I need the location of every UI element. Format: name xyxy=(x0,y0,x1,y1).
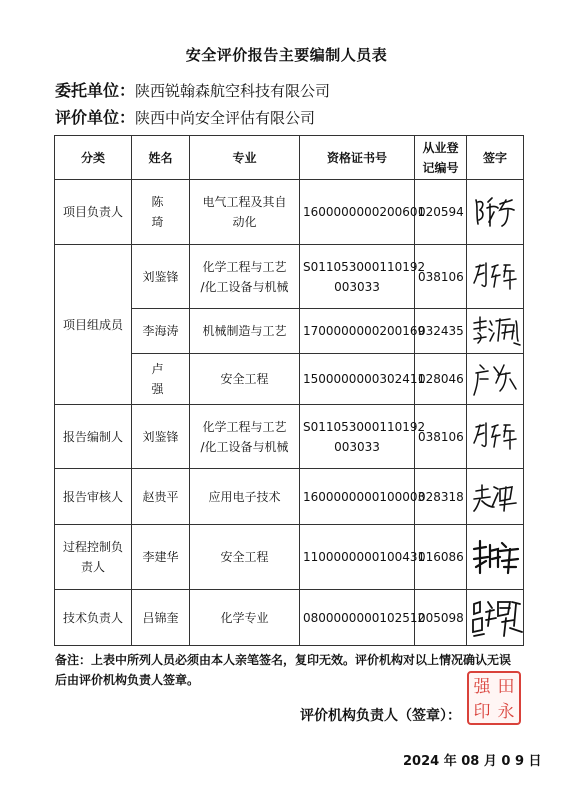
row-name: 陈 琦 xyxy=(132,180,190,245)
table-row xyxy=(55,469,524,525)
svg-text:印: 印 xyxy=(473,702,491,722)
row-major: 安全工程 xyxy=(190,354,300,405)
row-signature xyxy=(467,590,524,646)
row-signature xyxy=(467,245,524,309)
header-reg-line1: 从业登 xyxy=(422,140,459,155)
table-row xyxy=(55,525,524,590)
row-category-line1: 过程控制负 xyxy=(62,540,123,554)
table-header-row xyxy=(55,136,524,180)
row-name: 刘鉴锋 xyxy=(132,245,190,309)
row-reg: 028046 xyxy=(415,354,467,405)
row-major-line2: /化工设备与机械 xyxy=(200,439,289,454)
document-title: 安全评价报告主要编制人员表 xyxy=(185,46,388,64)
remark-line2: 后由评价机构负责人签章。 xyxy=(55,673,200,687)
row-major-line2: /化工设备与机械 xyxy=(200,279,289,294)
row-cert-line1: S011053000110192 xyxy=(303,419,426,434)
table-row xyxy=(55,245,524,309)
row-name: 李建华 xyxy=(132,525,190,590)
signature-image xyxy=(470,359,520,399)
responsible-person-label: 评价机构负责人（签章）： xyxy=(300,708,461,724)
row-reg: 020594 xyxy=(415,180,467,245)
row-cert xyxy=(300,245,426,309)
table-row xyxy=(55,405,524,469)
header-major: 专业 xyxy=(190,136,300,180)
signature-image xyxy=(470,313,522,349)
client-value: 陕西锐翰森航空科技有限公司 xyxy=(135,82,331,100)
row-cert: 1500000000302411 xyxy=(300,354,415,405)
row-major-line2: 动化 xyxy=(232,215,257,229)
row-major-line1: 电气工程及其自 xyxy=(202,195,287,209)
signature-image xyxy=(470,596,524,640)
row-cert-line1: S011053000110192 xyxy=(303,259,426,274)
row-signature xyxy=(467,469,524,525)
row-reg: 038106 xyxy=(415,245,467,309)
signature-image xyxy=(470,192,520,232)
remark-note xyxy=(55,650,533,690)
header-name: 姓名 xyxy=(132,136,190,180)
row-name: 赵贵平 xyxy=(132,469,190,525)
official-seal xyxy=(466,670,522,726)
header-category: 分类 xyxy=(55,136,132,180)
header-reg-line2: 记编号 xyxy=(422,160,459,175)
row-major xyxy=(190,180,300,245)
table-row xyxy=(55,590,524,646)
row-major-line1: 化学工程与工艺 xyxy=(202,259,287,274)
row-category: 技术负责人 xyxy=(55,590,132,646)
row-cert: 1100000000100431 xyxy=(300,525,415,590)
header-cert: 资格证书号 xyxy=(300,136,415,180)
row-cert: 1600000000200601 xyxy=(300,180,415,245)
row-cert: 1700000000200169 xyxy=(300,309,415,354)
row-reg: 005098 xyxy=(415,590,467,646)
row-category xyxy=(55,525,132,590)
row-signature xyxy=(467,405,524,469)
row-reg: 016086 xyxy=(415,525,467,590)
row-signature xyxy=(467,525,524,590)
row-cert: 1600000000100003 xyxy=(300,469,415,525)
signature-image xyxy=(470,257,520,297)
row-major xyxy=(190,245,300,309)
row-reg: 032435 xyxy=(415,309,467,354)
evaluator-line xyxy=(55,105,315,128)
row-name: 吕锦奎 xyxy=(132,590,190,646)
staff-table xyxy=(54,135,524,646)
header-reg xyxy=(415,136,467,180)
row-cert-line2: 003033 xyxy=(334,279,380,294)
signature-image xyxy=(470,477,520,517)
row-major: 化学专业 xyxy=(190,590,300,646)
row-cert-line2: 003033 xyxy=(334,439,380,454)
row-name: 李海涛 xyxy=(132,309,190,354)
row-reg: 028318 xyxy=(415,469,467,525)
signature-image xyxy=(470,417,520,457)
row-reg: 038106 xyxy=(415,405,467,469)
row-major-line1: 化学工程与工艺 xyxy=(202,419,287,434)
row-name: 刘鉴锋 xyxy=(132,405,190,469)
evaluator-value: 陕西中尚安全评估有限公司 xyxy=(135,109,316,127)
remark-line1: 备注：上表中所列人员必须由本人亲笔签名，复印无效。评价机构对以上情况确认无误 xyxy=(55,653,512,667)
row-major xyxy=(190,405,300,469)
svg-text:田: 田 xyxy=(497,677,515,697)
row-category: 项目组成员 xyxy=(55,245,132,405)
row-signature xyxy=(467,354,524,405)
svg-text:强: 强 xyxy=(473,677,491,697)
row-signature xyxy=(467,180,524,245)
row-category: 报告审核人 xyxy=(55,469,132,525)
row-name: 卢 强 xyxy=(132,354,190,405)
client-line xyxy=(55,78,330,101)
table-row xyxy=(55,180,524,245)
row-major: 机械制造与工艺 xyxy=(190,309,300,354)
row-cert: 0800000000102512 xyxy=(300,590,415,646)
signature-image xyxy=(470,537,522,577)
client-label: 委托单位： xyxy=(55,81,136,100)
evaluator-label: 评价单位： xyxy=(55,108,136,127)
row-category: 项目负责人 xyxy=(55,180,132,245)
row-cert xyxy=(300,405,426,469)
row-major: 安全工程 xyxy=(190,525,300,590)
row-category: 报告编制人 xyxy=(55,405,132,469)
document-date: 2024 年 08 月 0 9 日 xyxy=(403,754,542,769)
row-signature xyxy=(467,309,524,354)
svg-text:永: 永 xyxy=(497,702,515,722)
row-major: 应用电子技术 xyxy=(190,469,300,525)
header-sign: 签字 xyxy=(467,136,524,180)
row-category-line2: 责人 xyxy=(80,560,105,574)
